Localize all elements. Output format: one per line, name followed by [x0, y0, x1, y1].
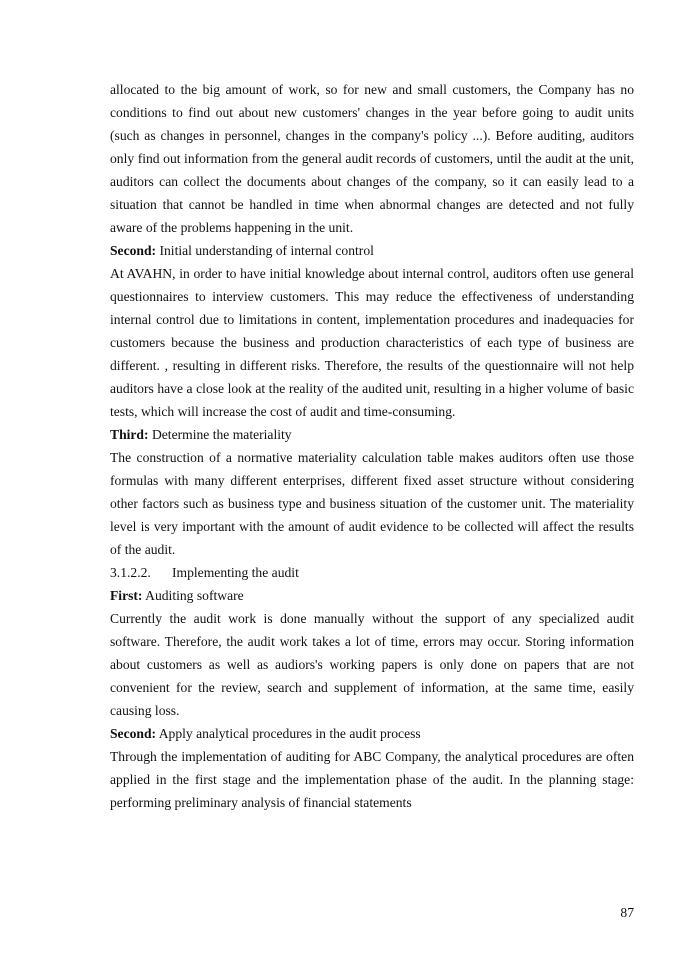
paragraph-internal-control: At AVAHN, in order to have initial knowledge about internal control, auditors often use general questionnaires to interview customers. This may reduce the effectiveness of understanding internal control due to limitations in content, implementation procedures and inadequacies for customers because the business and production characteristics of each type of business are different. , resulting in different risks. Therefore, the results of the questionnaire will not help auditors have a close look at the reality of the audited unit, resulting in a higher volume of basic tests, which will increase the cost of audit and time-consuming.	[110, 266, 634, 419]
heading-text: Determine the materiality	[151, 427, 292, 442]
heading-lead: Third:	[110, 427, 149, 442]
heading-lead: Second:	[110, 243, 157, 258]
subsection-title: Implementing the audit	[172, 565, 299, 580]
paragraph-audit-planning-info: allocated to the big amount of work, so for new and small customers, the Company has no conditions to find out about new customers' changes in the year before going to audit units (such as changes in personnel, changes in the company's policy ...). Before auditing, auditors only find out information from the general audit records of customers, until the audit at the unit, auditors can collect the documents about changes of the company, so it can easily lead to a situation that cannot be handled in time when abnormal changes are detected and not fully aware of the problems happening in the unit.	[110, 82, 634, 235]
heading-materiality	[110, 423, 634, 446]
page-body	[110, 78, 634, 814]
heading-initial-understanding	[110, 239, 634, 262]
page-number: 87	[620, 905, 634, 920]
subsection-implementing-audit	[110, 561, 634, 584]
paragraph-auditing-software: Currently the audit work is done manually without the support of any specialized audit software. Therefore, the audit work takes a lot of time, errors may occur. Storing information about customers as well as audiors's working papers is only done on papers that are not convenient for the review, search and supplement of information, at the same time, easily causing loss.	[110, 611, 634, 718]
paragraph-materiality: The construction of a normative materiality calculation table makes auditors often use those formulas with many different enterprises, different fixed asset structure without considering other factors such as business type and business situation of the customer unit. The materiality level is very important with the amount of audit evidence to be collected will affect the results of the audit.	[110, 450, 634, 557]
subsection-number: 3.1.2.2.	[110, 565, 151, 580]
heading-analytical-procedures	[110, 722, 634, 745]
heading-text: Initial understanding of internal control	[159, 243, 374, 258]
heading-auditing-software	[110, 584, 634, 607]
paragraph-analytical-procedures: Through the implementation of auditing for ABC Company, the analytical procedures are often applied in the first stage and the implementation phase of the audit. In the planning stage: performing preliminary analysis of financial statements	[110, 749, 634, 810]
heading-lead: Second:	[110, 726, 157, 741]
heading-text: Apply analytical procedures in the audit process	[158, 726, 421, 741]
heading-text: Auditing software	[145, 588, 244, 603]
heading-lead: First:	[110, 588, 143, 603]
